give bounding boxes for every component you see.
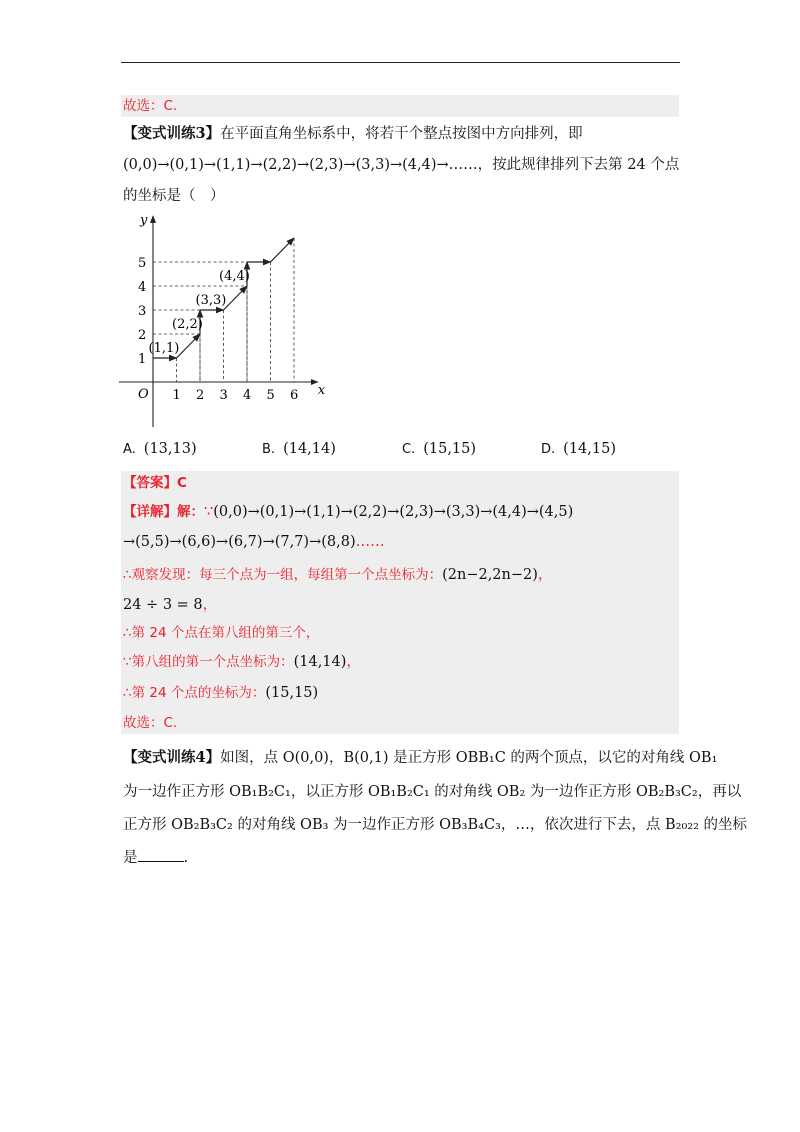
- prev-answer-shade: [121, 95, 679, 117]
- solution-line4: 24 ÷ 3 = 8，: [123, 597, 218, 613]
- x-tick-label: 2: [196, 388, 205, 403]
- lattice-chart: [115, 210, 355, 430]
- y-tick-label: 3: [138, 304, 147, 319]
- answer-line: 【答案】C: [123, 475, 187, 491]
- path-segment: [224, 286, 248, 310]
- ex3-line3: 的坐标是（ ）: [123, 188, 225, 204]
- choice-d[interactable]: D. (14,15): [541, 441, 616, 457]
- solution-line2: →(5,5)→(6,6)→(6,7)→(7,7)→(8,8)……: [123, 534, 385, 550]
- solution-line5: ∴第 24 个点在第八组的第三个，: [123, 625, 320, 641]
- choice-c[interactable]: C. (15,15): [402, 441, 477, 457]
- ex4-line3: 正方形 OB₂B₃C₂ 的对角线 OB₃ 为一边作正方形 OB₃B₄C₃，…，依次进行下去，点 B₂₀₂₂ 的坐标: [123, 817, 747, 833]
- choice-b[interactable]: B. (14,14): [262, 441, 336, 457]
- ex3-sequence: (0,0)→(0,1)→(1,1)→(2,2)→(2,3)→(3,3)→(4,4)→: [123, 157, 449, 173]
- ex3-line1: [123, 124, 583, 144]
- point-label: (4,4): [219, 269, 250, 284]
- ex4-line2: 为一边作正方形 OB₁B₂C₁，以正方形 OB₁B₂C₁ 的对角线 OB₂ 为一边作正方形 OB₂B₃C₂，再以: [123, 784, 742, 800]
- answer-blank[interactable]: [138, 847, 184, 862]
- choice-a[interactable]: A. (13,13): [123, 441, 197, 457]
- path-segment: [177, 334, 201, 358]
- y-tick-label: 5: [138, 256, 147, 271]
- ex3-question: 在平面直角坐标系中，将若干个整点按图中方向排列，即: [220, 126, 583, 142]
- x-tick-label: 4: [243, 388, 252, 403]
- origin-label: O: [138, 387, 149, 402]
- y-axis-label: y: [140, 213, 148, 228]
- solution-final: 故选：C.: [123, 715, 178, 731]
- y-tick-label: 1: [138, 352, 147, 367]
- x-tick-label: 1: [172, 388, 181, 403]
- x-tick-label: 5: [266, 388, 275, 403]
- solution-line7: ∴第 24 个点的坐标为：(15,15): [123, 685, 319, 701]
- ex3-tag: 【变式训练3】: [123, 125, 221, 142]
- path-segment: [271, 238, 295, 262]
- header-rule: [121, 62, 680, 63]
- ex4-tag: 【变式训练4】: [123, 749, 221, 766]
- solution-line6: ∵第八组的第一个点坐标为：(14,14)，: [123, 654, 361, 670]
- ex4-line1: 【变式训练4】如图，点 O(0,0)，B(0,1) 是正方形 OBB₁C 的两个顶点，以它的对角线 OB₁: [123, 749, 718, 766]
- x-tick-label: 6: [290, 388, 299, 403]
- solution-line1: 【详解】解：∵(0,0)→(0,1)→(1,1)→(2,2)→(2,3)→(3,3)→(4,4)→(4,5): [123, 504, 574, 520]
- point-label: (3,3): [195, 293, 227, 308]
- point-label: (2,2): [172, 317, 203, 332]
- y-tick-label: 2: [138, 328, 147, 343]
- ex3-line2: [123, 155, 679, 175]
- y-tick-label: 4: [138, 280, 147, 295]
- ex4-line4: 是 .: [123, 847, 188, 868]
- x-axis-label: x: [317, 383, 326, 398]
- x-tick-label: 3: [219, 388, 228, 403]
- ex3-sequence-tail: ……，按此规律排列下去第 24 个点: [448, 157, 680, 173]
- solution-line3: ∴观察发现：每三个点为一组，每组第一个点坐标为：(2n−2,2n−2)，: [123, 567, 553, 583]
- point-label: (1,1): [148, 341, 180, 356]
- prev-answer: 故选：C.: [123, 98, 178, 114]
